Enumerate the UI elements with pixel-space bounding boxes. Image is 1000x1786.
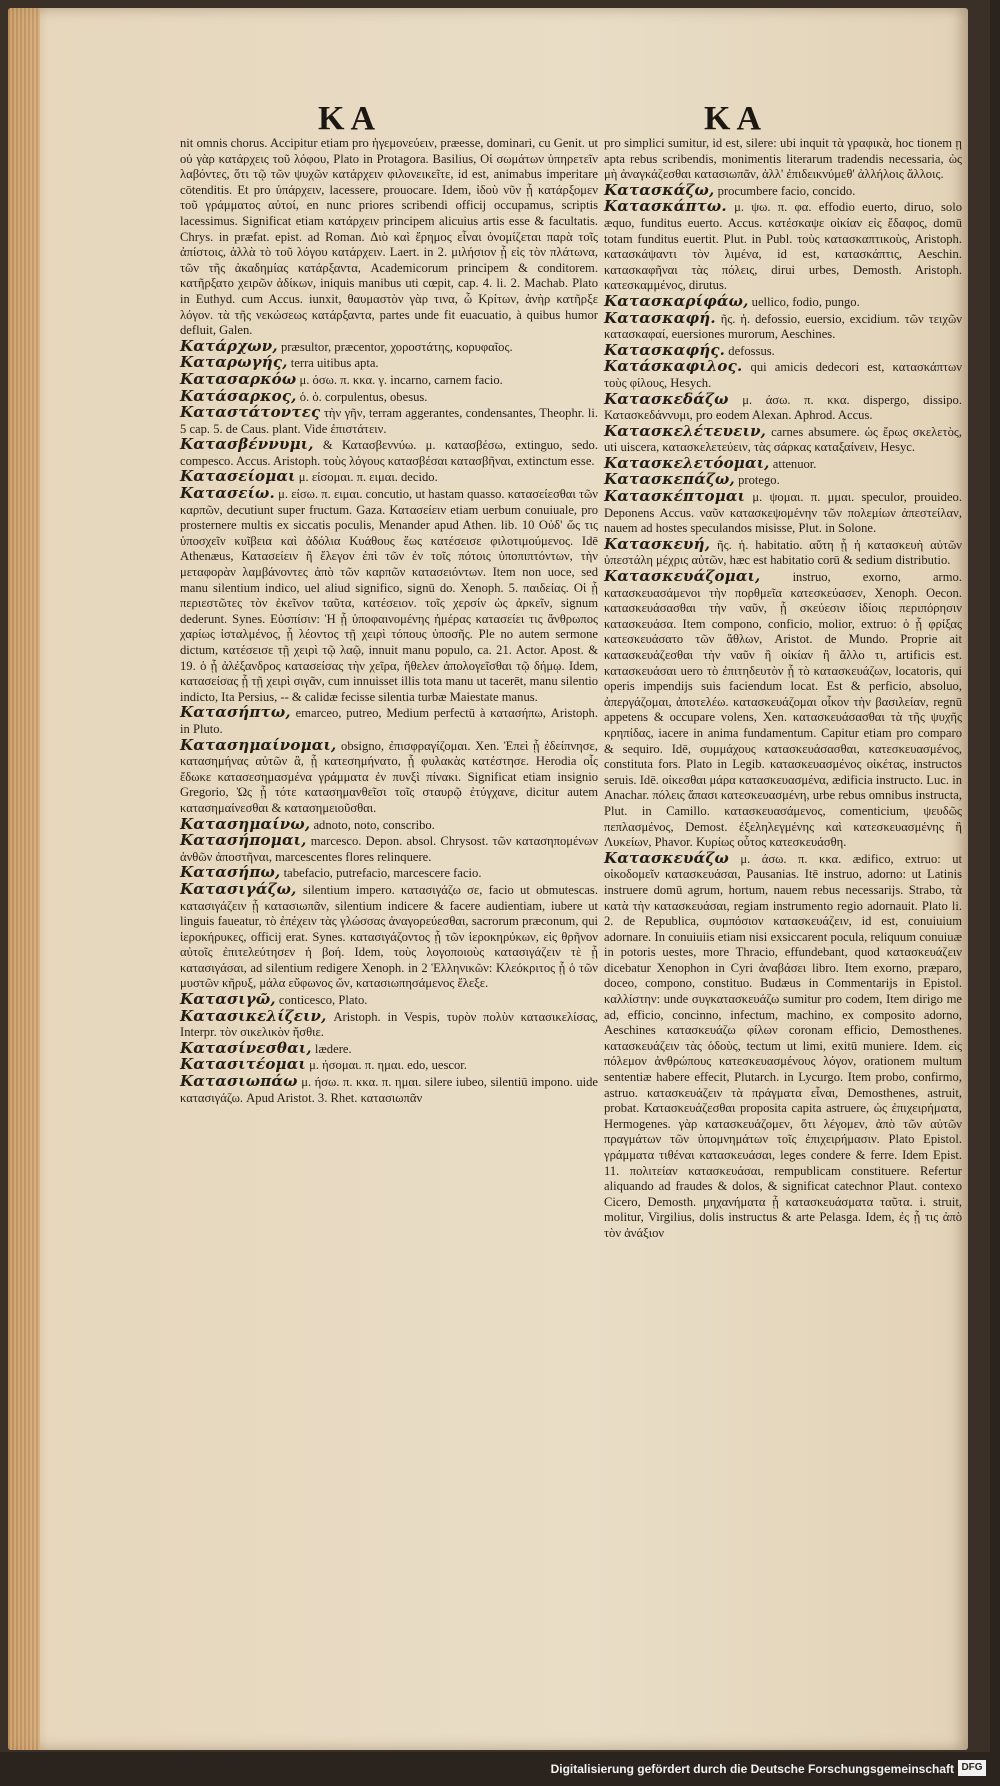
entry-text: præsultor, præcentor, χοροστάτης, κορυφαῖος. xyxy=(280,339,513,354)
digitization-credit: Digitalisierung gefördert durch die Deutsche Forschungsgemeinschaft xyxy=(550,1762,954,1776)
entry-text: instruo, exorno, armo. κατασκευασάμενοι τὴν πορθμεῖα κατεσκεύασεν, Xenoph. Oecon. κατασκευάσασθαι τὴν ναῦν, ᾗ σκεύεσιν ἰδίοις περιπόρησιν κατασκευάσα. Item compono, conficio, molior, extruo: ὁ ᾗ φρίξας κατεσκευάσατο τῶν ἄθλων, Aristot. de Mundo. Proprie ait κατασκευάζεσθαι τὴν ναῦν ἢ οἰκίαν ἢ ἄλλο τι, artificis est. κατασκευάσαι uero τὸ ἐπιτηδευτὸν ᾗ τὸ κατασκευάζων, locatoris, qui operis impendijs suis faciendum locat. Est & perficio, absoluo, ἀπεργάζομαι, ἀποτελέω. κατασκευάζομαι οἶκον τὴν βασιλείαν, regnū appetens & occupare volens, Xen. κατασκευάσασθαι τὰ τῆς ψυχῆς κρηπίδας, iacere in anima fundamentum. Capitur etiam pro comparo & sequiro. Idē, συμμάχους κατασκευάσασθαι, κατεσκευασμένος, constituta fors. Plato in Legib. κατασκευασμένος οἰκέτας, instructos seruis. Idē. οἰκεσθαι μάρα κατασκευασμένα, ædificia instructo. Luc. in Anachar. πόλεις ἅπασι κατεσκευασμένη, urbe rebus omnibus instructa, Plut. in Camillo. κατασκευασάμενος, comenticium, ψευδῶς πεπλασμένος, Demost. ἐξεληλεγμένης καὶ κατεσκευασμένης ἢ Λυκείων, Phavor. Κυρίως οὗτος κατεσκευάσθη. xyxy=(604,570,962,850)
entry-text: lædere. xyxy=(314,1041,352,1056)
entry-text: nit omnis chorus. Accipitur etiam pro ἡγεμονεύειν, præesse, dominari, cu Genit. ut οὐ γὰρ κατάρχεις τοῦ λόφου, Plato in Protagora. Basilius, Οἱ σωμάτων ὑπηρετεῖν λαβόντες, ὅτι τῷ τῶν ψυχῶν κατάρχειν φιλονεικεῖτε, id est, animabus imperitare cōtenditis. Et pro ὑπάρχειν, lacessere, prouocare. Idem, ἰδοὺ νῦν ᾗ κατάρξομεν τοῦ γράμματος αὐτοί, en nunc priores scribendi officij occupamus, scriptis lacessimus. Significat etiam κατάρχειν principem alicuius artis esse & facultatis. Chrys. in præfat. epist. ad Roman. Διὸ καὶ ἔρημος εἶναι ὀνομίζεται παρὰ τοῖς ἀπίστοις, ἀλλὰ τὸ τοῦ λόγου κατάρχειν. Laert. in 2. μιλήσιον ᾗ εἰς τὸν πλάτωνα, τῶν τῆς ἀκαδημίας κατάρξαντα, Academicorum principem & conditorem. κατῆρξατο χειρῶν ἀδίκων, iniquis manibus uti cœpit, cap. 4. li. 2. Machab. Plato in Euthyd. cum Accus. iunxit, θαυμαστὸν γὰρ τινα, ὦ Κρίτων, ἀνὴρ κατῆρξε λόγον. τὰ τῆς νεκώσεως κατάρξαντα, partes unde fit euacuatio, à quibus humor defluit, Galen. xyxy=(180,136,598,338)
entry-text: pro simplici sumitur, id est, silere: ubi inquit τὰ γραφικὰ, hoc tionem ῃ apta rebus scribendis, monimentis literarum tradendis necessaria, ὡς μὴ ἀναγκάζεσθαι κατασιωπᾶν, ἀλλ' ἐπιδεικνύμεθ' ἀλλήλοις ἄλλοις. xyxy=(604,136,962,182)
headword: Κατασείω. xyxy=(180,484,275,503)
dictionary-entry xyxy=(604,848,963,1242)
headword: Κατασβέννυμι, xyxy=(180,435,314,454)
headword: Κατασκαφής. xyxy=(604,340,726,359)
headword: Κατασικελίζειν, xyxy=(180,1006,327,1025)
dictionary-entry xyxy=(180,833,598,865)
entry-text: qui amicis dedecori est, κατασκάπτων τοὺς φίλους, Hesych. xyxy=(604,360,962,390)
dictionary-entry xyxy=(180,1074,598,1106)
dictionary-entry xyxy=(180,405,598,437)
entry-text: Aristoph. in Vespis, τυρὸν πολὺν κατασικελίσας, Interpr. τὸν σικελικὸν ἤσθιε. xyxy=(180,1009,598,1040)
entry-text: carnes absumere. ὡς ἔρως σκελετὸς, uti uiscera, κατασκελετεύειν, τὰς σάρκας καταξαίνειν, Hesyc. xyxy=(604,424,962,455)
entry-text: uellico, fodio, pungo. xyxy=(751,294,860,309)
headword: Κατασήπω, xyxy=(180,863,281,882)
headword: Κατασίνεσθαι, xyxy=(180,1038,312,1057)
entry-text: emarceo, putreo, Medium perfectū à κατασήπω, Aristoph. in Pluto. xyxy=(180,706,598,736)
dictionary-entry xyxy=(180,486,598,705)
headword: Κατασκαφή. xyxy=(604,308,716,327)
dictionary-entry xyxy=(604,489,962,537)
headword: Κατασκάζω, xyxy=(604,180,715,199)
entry-text: protego. xyxy=(738,473,780,488)
entry-text: & Κατασβεννύω. μ. κατασβέσω, extinguo, sedo. compesco. Accus. Aristoph. τοὺς λόγους κατασβέσαι κατασβῆναι, extinctum esse. xyxy=(180,438,598,468)
headword: Κατάσαρκος, xyxy=(180,386,297,405)
entry-text: silentium impero. κατασιγάζω σε, facio ut obmutescas. κατασιγάζειν ᾗ κατασιωπᾶν, silentium indicere & facere audientiam, iubere ut linguis faueatur, τὸ ἐπέχειν τὰς γλώσσας ἀναγορεύεσθαι, sacrorum præconum, qui ἱεροκήρυκες, officij erat. Synes. κατασιγάζοντος ᾗ τῶν ἱεροκηρύκων, εἰς θρῆνον αὐτοῖς ἐπιτελεύτησεν ἡ βοή. Idem, τοὺς λογοποιοὺς κατασιγάζειν τὲ ᾗ κατασιγάσαι, ad silentium redigere Xenoph. in 2 Ἑλληνικῶν: Κλεόκριτος ᾗ ὁ τῶν μυστῶν κῆρυξ, μάλα εὔφωνος ὤν, κατασιωπησάμενος ἔλεξε. xyxy=(180,882,598,991)
dictionary-entry xyxy=(604,569,962,851)
entry-text: obsigno, ἐπισφραγίζομαι. Xen. Ἐπεὶ ᾗ ἐδείπνησε, κατασημήνας αὐτῶν ἃ, ᾗ κατεσημήνατο, ᾗ φυλακὰς κατέστησε. Herodia οἷς ἔδωκε κατασεσημασμένα γράμματα ἐν πυνξὶ πίνακι. Significat etiam insignio Gregorio, Ὡς ᾗ τότε κατασημανθεῖσι τοῖς σταυρῷ ἐτύγχανε, dicitur autem κατασημαίνεσθαι & κατασημειοῦσθαι. xyxy=(180,738,598,815)
entry-text: μ. όσω. π. κκα. γ. incarno, carnem facio. xyxy=(299,372,503,387)
entry-text: μ. ψομαι. π. μμαι. speculor, prouideo. Deponens Accus. ναῦν κατασκεψομένην τῶν πολεμίων ἀπεστείλαν, nauem ad hostes speculandos misisse, Plut. in Solone. xyxy=(604,490,962,536)
dictionary-entry xyxy=(180,1006,598,1041)
entry-text: defossus. xyxy=(728,343,775,358)
entry-text: ῆς. ἡ. defossio, euersio, excidium. τῶν τειχῶν κατασκαφαί, euersiones murorum, Aeschines. xyxy=(604,311,962,342)
headword: Καταστάτοντες xyxy=(180,403,321,422)
headword: Κατασκέπτομαι xyxy=(604,487,746,506)
headword: Κατασημαίνομαι, xyxy=(180,735,337,754)
headword: Κατασκευάζω xyxy=(604,848,729,867)
entry-text: conticesco, Plato. xyxy=(278,993,368,1008)
headword: Κατασιτέομαι xyxy=(180,1055,306,1074)
entry-text: τὴν γῆν, terram aggerantes, condensantes, Theophr. li. 5 cap. 5. de Caus. plant. Vide ἐπιστάτειν. xyxy=(180,406,598,436)
headword: Κατασιγάζω, xyxy=(180,879,297,898)
entry-text: marcesco. Depon. absol. Chrysost. τῶν κατασηπομένων ἀνθῶν ἀποστῆναι, marcescentes flores relinquere. xyxy=(180,834,598,864)
headword: Κατασιωπάω xyxy=(180,1072,298,1091)
entry-text: μ. είσομαι. π. ειμαι. decido. xyxy=(298,470,438,485)
dictionary-entry xyxy=(180,705,598,737)
headword: Κατασκεπάζω, xyxy=(604,470,735,489)
entry-text: μ. ψω. π. φα. effodio euerto, diruo, solo æquo, funditus euerto. Accus. κατέσκαψε οἰκίαν εἰς ἔδαφος, domū totam funditus euertit. Plut. in Publ. τοὺς κατασκαπτικοὺς, Aristoph. κατασκάψαντι τὸν λιμένα, id est, κατασκάπτις, Aeschin. κατασκαφῆναι τὰς πόλεις, dirui urbes, Demosth. Aristoph. κατεσκαμμένος, dirutus. xyxy=(604,200,962,293)
headword: Κατάρχων, xyxy=(180,336,278,355)
dictionary-entry xyxy=(604,308,962,343)
headword: Κατασήπομαι, xyxy=(180,831,307,850)
entry-text: μ. άσω. π. κκα. dispergo, dissipo. Κατασκεδάννυμι, pro eodem Alexan. Aphrod. Accus. xyxy=(604,392,962,423)
dictionary-entry xyxy=(180,136,598,339)
headword: Κατασιγῶ, xyxy=(180,990,276,1009)
dictionary-entry xyxy=(180,437,598,469)
dictionary-entry xyxy=(180,879,598,992)
dictionary-entry xyxy=(604,389,962,424)
headword: Κατασκαρίφάω, xyxy=(604,291,749,310)
right-column xyxy=(604,136,962,1242)
right-binding-strip xyxy=(990,0,1000,1786)
dictionary-entry xyxy=(604,359,962,391)
headword: Κατασκάπτω. xyxy=(604,197,727,216)
entry-text: terra uitibus apta. xyxy=(290,356,379,371)
headword: Κατασαρκόω xyxy=(180,369,297,388)
entry-text: ὁ. ὁ. corpulentus, obesus. xyxy=(299,389,428,404)
entry-text: ῆς. ἡ. habitatio. αὕτη ᾗ ἡ κατασκευὴ αὐτῶν ὑπεστάλη μέχρις αὐτῶν, hæc est habitatio corū & sedium distributio. xyxy=(604,537,962,568)
dfg-logo: DFG xyxy=(958,1760,986,1776)
dictionary-entry xyxy=(180,735,598,817)
headword: Κατασκελετόομαι, xyxy=(604,453,770,472)
dictionary-entry xyxy=(604,421,962,456)
headword: Κατασκελέτευειν, xyxy=(604,421,767,440)
dictionary-entry xyxy=(604,199,962,294)
headword: Καταρωγής, xyxy=(180,353,288,372)
dictionary-entry xyxy=(604,534,962,569)
left-column xyxy=(180,136,598,1106)
headword: Κατασκευή, xyxy=(604,534,711,553)
headword: Κατασκεδάζω xyxy=(604,389,729,408)
entry-text: μ. άσω. π. κκα. ædifico, extruo: ut οἰκοδομεῖν κατασκευάσαι, Pausanias. Itē instruo, adorno: ut Latinis instruere domū agrum, hortum, nauem rebus necessarijs. Strabo, τὰ κατὰ τὴν κατασκευάσαι, regiam instrumento regio adornauit. Plato li. 2. de Republica, συμπόσιον κατασκευάζειν, id est, conuiuium adornare. In conuiuiis etiam nisi exsiccarent pocula, reliquum conuiuæ in potoris uestes, more Thracio, effundebant, quod κατασκευάζειν dicebatur Xenophon in Cyri ἀναβάσει libro. Item exorno, præparo, doceo, compono, constituo. Budæus in Commentarijs in Epistol. καλλίστην: unde συγκατασκευάζω sumitur pro codem, Item dirigo me ad, efficio, concinno, infectum, machino, ex composito adorno, Aeschines κατασκευάζω φίλων coronam efficio, Demosthenes. κατασκευάζειν τὰς ὁδοὺς, tectum ut limi, exitū muniere. Idem. εἰς πόλεμον ἀνθρώπους κατεσκευασμένους λόγον, orationem multum sententiæ habere effecit, Plutarch. in Lycurgo. Item probo, confirmo, astruo. κατασκευάζειν τὰ πράγματα εἶναι, Demosthenes, astruit, probat. Κατασκευάζεσθαι proposita capita astruere, ὡς ἐπιχειρήματα, Hermogenes. γὰρ κατασκευάζομεν, ὅτι λέγομεν, ἀπὸ τῶν αὐτῶν πραγμάτων τῶν ὑπομνημάτων τοῖς ἐπιχειρήμασιν. Plato Epistol. γράμματα τιθέναι κατασκευάσαι, leges condere & ferre. Idem Epist. 11. πολιτείαν κατασκευάσαι, rempublicam constituere. Refertur aliquando ad fraudes & dolos, & significat catechnor Plaut. contexo Cicero, Demosth. μηχανήματα ᾗ κατασκευάσματα ταῦτα. i. struit, molitur, Virgilius, dolis instructus & arte Pelasga. Idem, ἐς ᾗ τις ἀπὸ τὸν ἀνάξιον xyxy=(604,851,963,1240)
entry-text: tabefacio, putrefacio, marcescere facio. xyxy=(283,866,482,881)
headword: Κατασείομαι xyxy=(180,467,296,486)
running-head-left: ΚΑ xyxy=(318,100,381,137)
page-edge xyxy=(8,8,40,1750)
entry-text: μ. είσω. π. ειμαι. concutio, ut hastam quasso. κατασείεσθαι τῶν καρπῶν, decutiunt super fructum. Gaza. Κατασείειν etiam uerbum conuiuale, pro prosternere multis ex siccatis poculis, Menander apud Athen. lib. 10 Οὐδ' ὥς τις ὑποσχεῖν κυῖβεια καὶ ἀδόλια Κυάθους ἕως κατέσεισε φιλοτιμούμενος. Idē Athenæus, Κατασείειν ἢ ἔλεγον ἐπὶ τῶν ἐν τοῖς πότοις ὑποπιπτόντων, τὴν μεταφορὰν λαμβάνοντες ἀπὸ τῶν καρπῶν κατασειόντων. Item non uoce, sed manu silentium indico, uel aliud significo, signū do. Xenoph. 5. παιδείας. Οἱ ᾗ περιεστῶτες τὸν ἐκεῖνον ταῦτα, κατέσειον. τοῖς χερσίν ὡς ἀρκεῖν, signum dederunt. Synes. Εὐσπίσιν: Ἡ ᾗ ὑποφαινομένης ἡμέρας κατασείει τις ἄνθρωπος χαρίως ἰσταλμένος, ᾗ λέοντος τῇ χειρὶ τόπους ὑποσῆς. Ple no autem sermone dictum, κατέσεισε τῇ χειρὶ τῷ λαῷ, innuit manu populo, ca. 21. Actor. Apost. & 19. ὁ ᾗ ἀλέξανδρος κατασείσας τὴν χεῖρα, ἤθελεν ἀπολογεῖσθαι τῷ δήμῳ. Idem, κατασείσας ᾗ τῇ χειρὶ σιγᾶν, cum innuisset illis tota manu ut tacerēt, manu silentio indicto, Ita Persius, -- & calidæ fecisse silentia turbæ Maiestate manus. xyxy=(180,487,598,704)
entry-text: μ. ήσω. π. κκα. π. ημαι. silere iubeo, silentiū impono. uide κατασιγάζω. Apud Aristot. 3. Rhet. κατασιωπᾶν xyxy=(180,1075,598,1105)
headword: Κατάσκαφιλος. xyxy=(604,357,743,376)
entry-text: procumbere facio, concido. xyxy=(717,183,856,198)
headword: Κατασήπτω, xyxy=(180,703,291,722)
headword: Κατασημαίνω, xyxy=(180,814,311,833)
entry-text: μ. ήσομαι. π. ημαι. edo, uescor. xyxy=(309,1058,467,1073)
running-head-right: ΚΑ xyxy=(704,100,767,137)
dictionary-entry xyxy=(604,136,962,183)
entry-text: attenuor. xyxy=(772,456,817,471)
entry-text: adnoto, noto, conscribo. xyxy=(313,817,435,832)
headword: Κατασκευάζομαι, xyxy=(604,567,761,586)
